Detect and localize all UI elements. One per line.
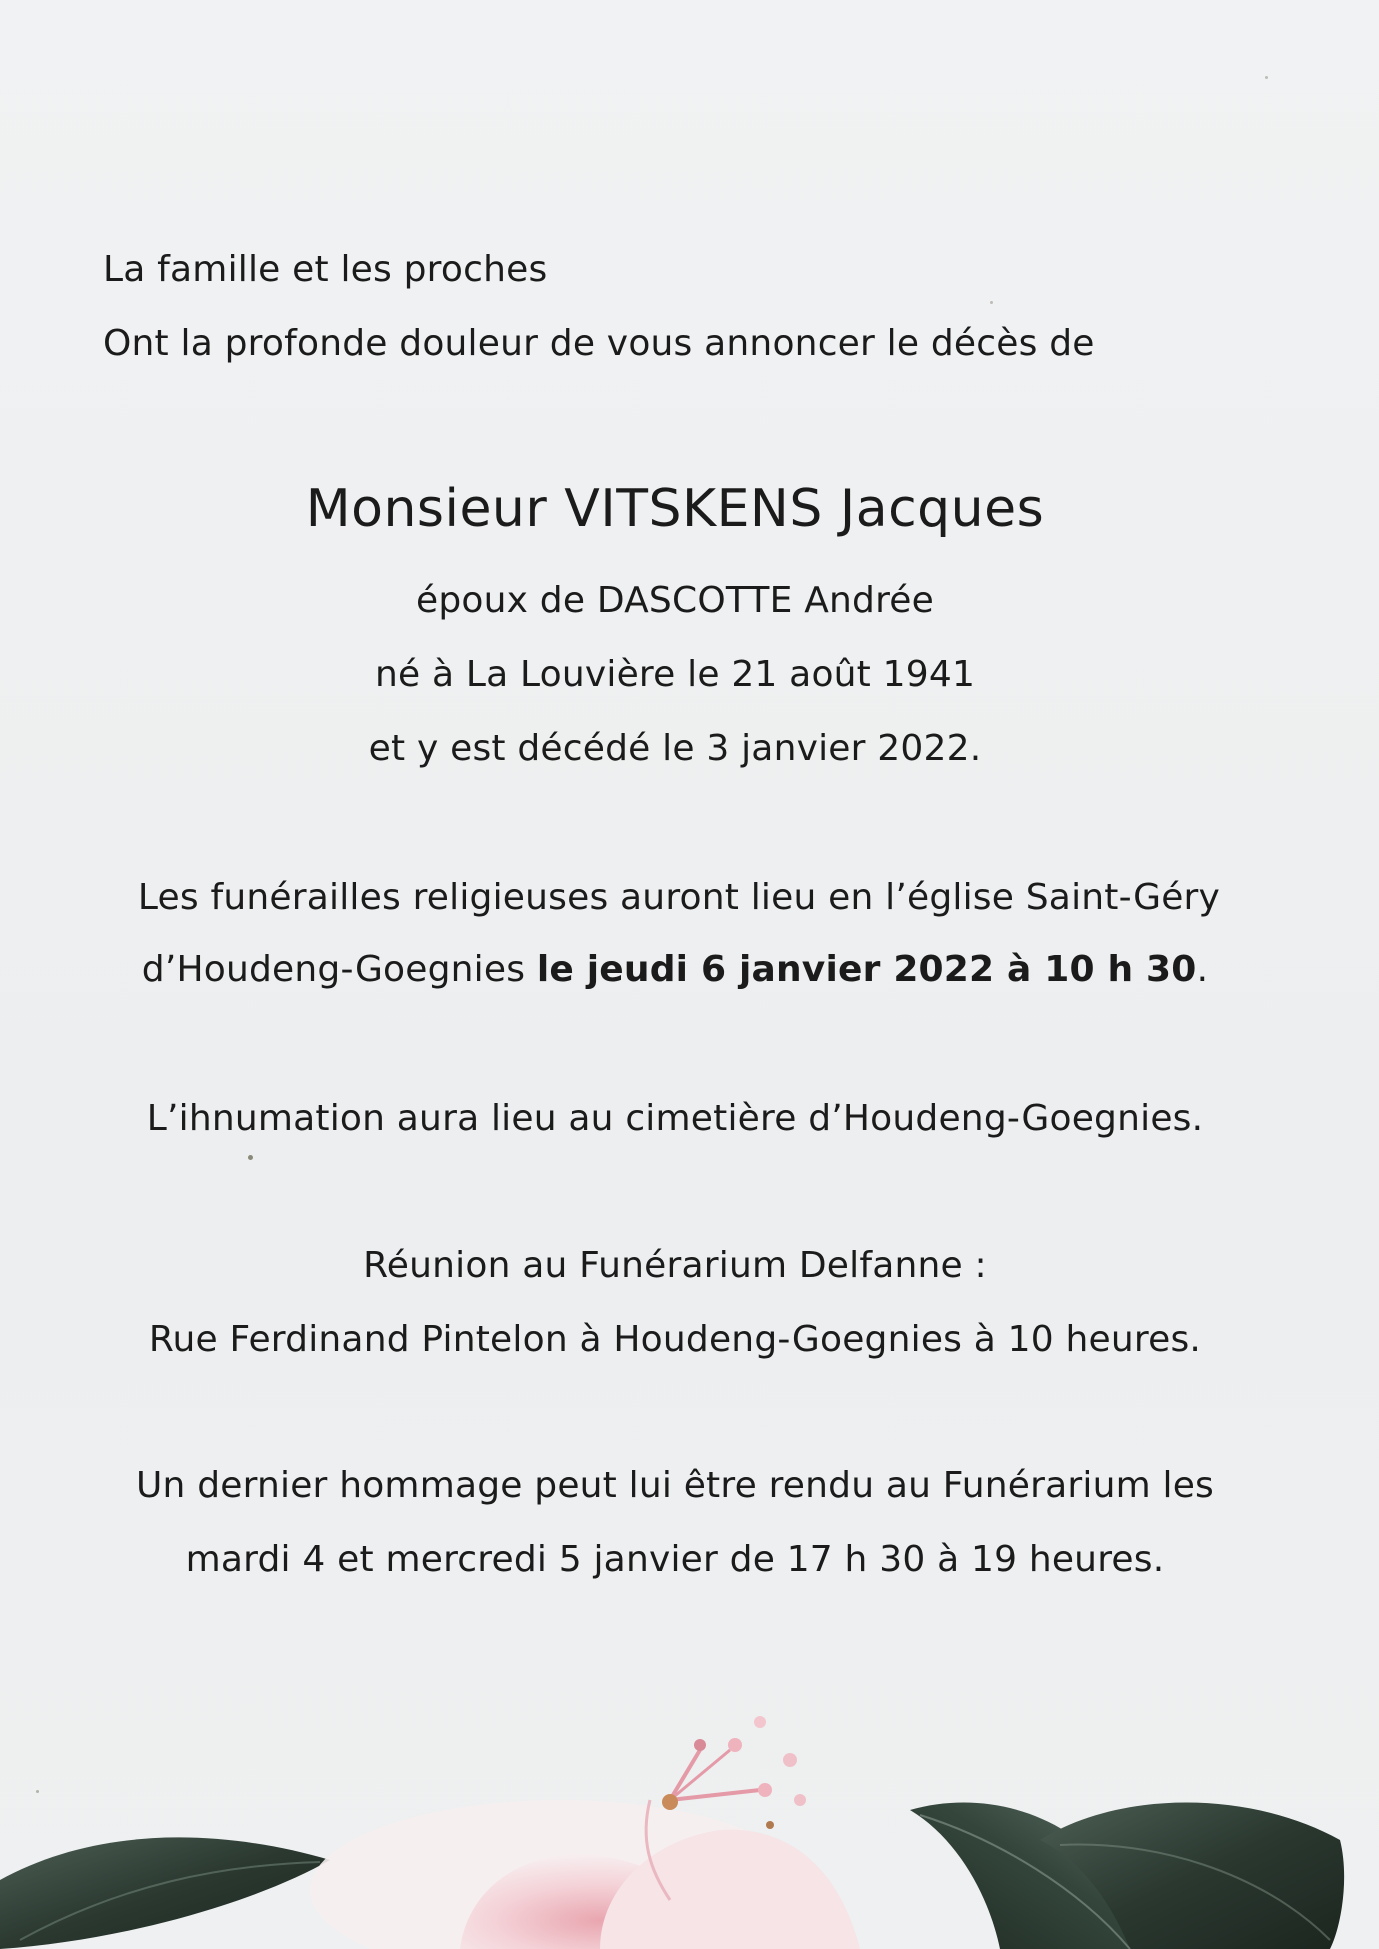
intro-line-2: Ont la profonde douleur de vous annoncer le décès de <box>103 323 1095 364</box>
scan-speck <box>990 301 993 304</box>
intro-line-1: La famille et les proches <box>103 249 548 290</box>
leaf-left <box>0 1837 330 1949</box>
tribute-line-2: mardi 4 et mercredi 5 janvier de 17 h 30 à 19 heures. <box>185 1539 1165 1580</box>
scan-speck <box>1265 76 1268 79</box>
flower <box>310 1716 860 1949</box>
birth-line: né à La Louvière le 21 août 1941 <box>374 654 976 695</box>
leaf-right <box>910 1803 1344 1949</box>
meeting-line-2: Rue Ferdinand Pintelon à Houdeng-Goegnies à 10 heures. <box>148 1319 1202 1360</box>
funeral-period: . <box>1196 949 1209 990</box>
funeral-line-2 <box>0 948 1350 992</box>
spouse-line: époux de DASCOTTE Andrée <box>415 580 934 621</box>
death-line: et y est décédé le 3 janvier 2022. <box>368 728 982 769</box>
funeral-datetime: le jeudi 6 janvier 2022 à 10 h 30 <box>536 949 1197 990</box>
funeral-line-1: Les funérailles religieuses auront lieu en l’église Saint-Géry <box>137 877 1221 918</box>
burial-line: L’ihnumation aura lieu au cimetière d’Houdeng-Goegnies. <box>146 1098 1204 1139</box>
funeral-place: d’Houdeng-Goegnies <box>141 949 537 990</box>
flower-decoration <box>0 1640 1379 1949</box>
deceased-name: Monsieur VITSKENS Jacques <box>305 479 1045 539</box>
scan-speck <box>248 1155 253 1160</box>
tribute-line-1: Un dernier hommage peut lui être rendu au Funérarium les <box>136 1465 1214 1506</box>
meeting-line-1: Réunion au Funérarium Delfanne : <box>363 1245 987 1286</box>
